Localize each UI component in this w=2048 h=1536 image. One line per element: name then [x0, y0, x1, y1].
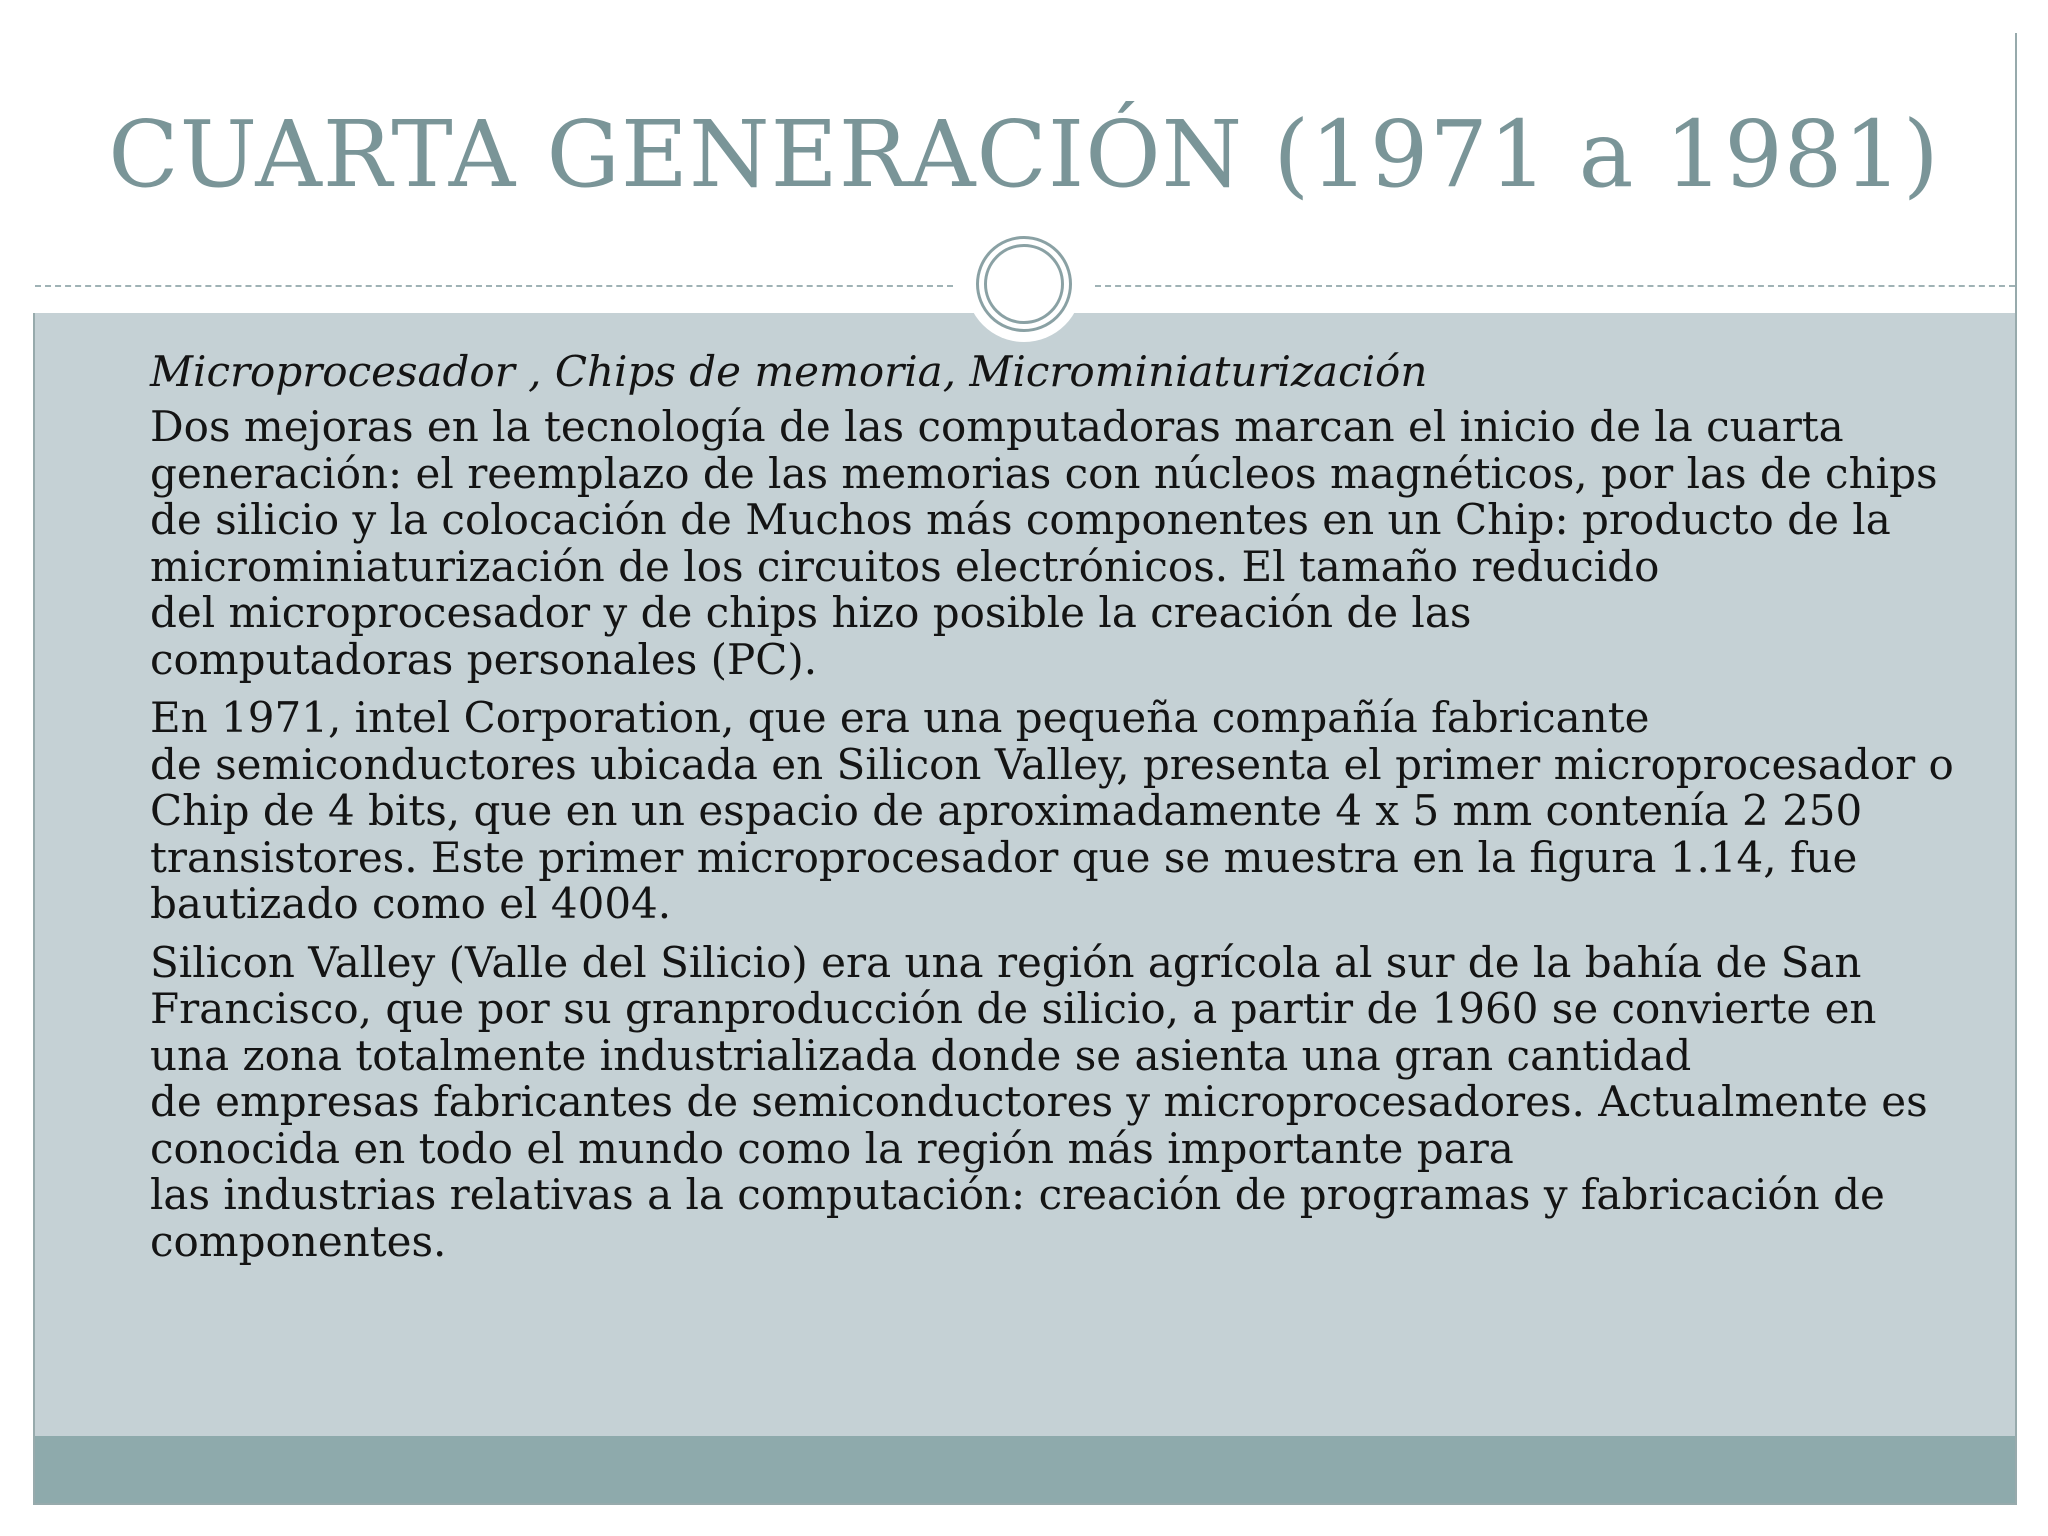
paragraph-line: las industrias relativas a la computación: creación de programas y fabricación de: [150, 1170, 1885, 1219]
paragraph-1: [150, 404, 1980, 683]
paragraph-line: del microprocesador y de chips hizo posible la creación de las: [150, 588, 1472, 637]
paragraph-line: una zona totalmente industrializada donde se asienta una gran cantidad: [150, 1030, 1692, 1080]
paragraph-line: Dos mejoras en la tecnología de las computadoras marcan el inicio de la cuarta: [150, 402, 1844, 451]
paragraph-line: de silicio y la colocación de Muchos más componentes en un Chip: producto de la: [150, 495, 1891, 544]
paragraph-line: Chip de 4 bits, que en un espacio de aproximadamente 4 x 5 mm contenía 2 250: [150, 786, 1863, 835]
paragraph-3: [150, 937, 1980, 1266]
slide-body: [150, 344, 1980, 1277]
circle-ornament-inner-ring: [984, 244, 1064, 324]
title-divider-right: [1095, 285, 2015, 287]
paragraph-line: de semiconductores ubicada en Silicon Valley, presenta el primer microprocesador o: [150, 739, 1954, 789]
paragraph-line: transistores. Este primer microprocesador que se muestra en la figura 1.14, fue: [150, 832, 1858, 882]
bottom-bar: [35, 1436, 2015, 1503]
title-divider-left: [35, 285, 953, 287]
slide-title: CUARTA GENERACIÓN (1971 a 1981): [108, 101, 1940, 208]
paragraph-line: bautizado como el 4004.: [150, 879, 672, 928]
paragraph-2: [150, 695, 1980, 928]
paragraph-line: Francisco, que por su granproducción de silicio, a partir de 1960 se convierte en: [150, 984, 1877, 1033]
paragraph-line: En 1971, intel Corporation, que era una pequeña compañía fabricante: [150, 693, 1650, 742]
paragraph-line: conocida en todo el mundo como la región más importante para: [150, 1123, 1514, 1173]
paragraph-line: computadoras personales (PC).: [150, 634, 818, 684]
paragraph-line: de empresas fabricantes de semiconductores y microprocesadores. Actualmente es: [150, 1077, 1928, 1126]
paragraph-line: componentes.: [150, 1216, 447, 1266]
paragraph-line: generación: el reemplazo de las memorias con núcleos magnéticos, por las de chips: [150, 448, 1938, 498]
paragraph-line: microminiaturización de los circuitos electrónicos. El tamaño reducido: [150, 541, 1660, 591]
paragraph-line: Silicon Valley (Valle del Silicio) era una región agrícola al sur de la bahía de San: [150, 937, 1862, 987]
slide-subtitle: Microprocesador , Chips de memoria, Microminiaturización: [150, 347, 1428, 396]
